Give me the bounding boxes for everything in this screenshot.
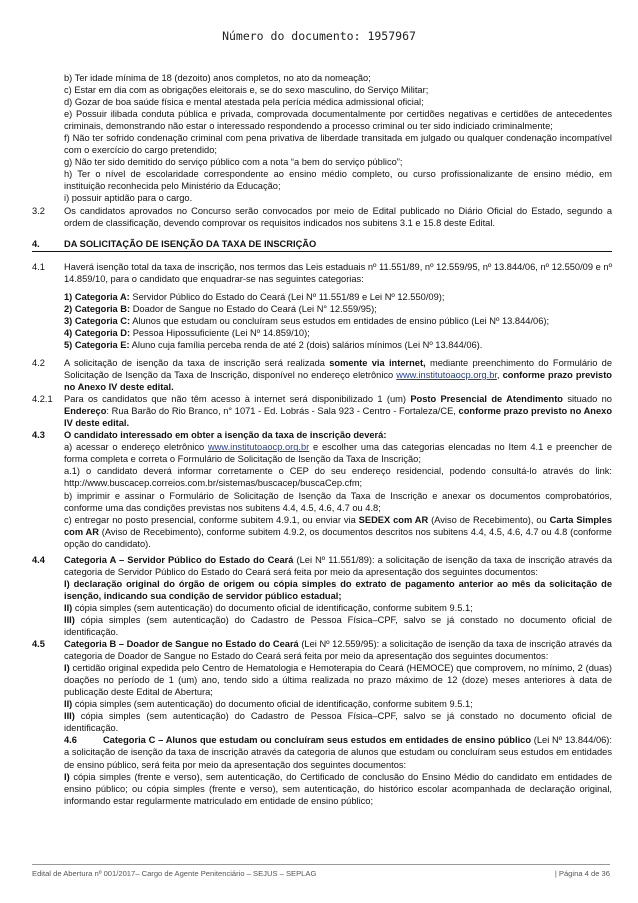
- clause-text: I) declaração original do órgão de origem ou cópia simples do extrato de pagamento anterior ao mês da solicitação de isenção, indicando sua condição de servidor público estadual;: [64, 578, 612, 601]
- list-item: h) Ter o nível de escolaridade correspondente ao ensino médio completo, ou curso profissionalizante de ensino médio, em instituição reconhecida pelo Ministério da Educação;: [64, 169, 612, 192]
- clause-text: a.1) o candidato deverá informar corretamente o CEP do seu endereço residencial, podendo consultá-lo através do link: http://www.buscacep.correios.com.br/sistemas/buscacep/buscaCep.cfm;: [64, 466, 612, 489]
- clause-number: 3.2: [32, 205, 45, 216]
- section-number: 4.: [32, 238, 40, 249]
- clause-text: III) cópia simples (sem autenticação) do Cadastro de Pessoa Física–CPF, salvo se já constado no documento oficial de identificação.: [64, 711, 612, 734]
- section-title: DA SOLICITAÇÃO DE ISENÇÃO DA TAXA DE INSCRIÇÃO: [64, 238, 317, 249]
- clause-4-3: [32, 429, 612, 549]
- list-item: b) Ter idade mínima de 18 (dezoito) anos completos, no ato da nomeação;: [64, 73, 371, 83]
- clause-text: II) cópia simples (sem autenticação) do documento oficial de identificação, conforme subitem 9.5.1;: [64, 699, 473, 710]
- clause-4-4: [32, 554, 612, 638]
- clause-number: 4.2: [32, 357, 45, 368]
- list-item: c) Estar em dia com as obrigações eleitorais e, se do sexo masculino, do Serviço Militar;: [64, 85, 429, 96]
- requirements-list: [32, 72, 612, 205]
- clause-text: I) certidão original expedida pelo Centro de Hematologia e Hemoterapia do Ceará (HEMOCE) que comprovem, no mínimo, 2 (duas) doações no período de 1 (um) ano, tendo sido a última realizada no prazo máximo de 12 (doze) meses anteriores à data de publicação deste Edital de Abertura;: [64, 663, 612, 698]
- list-item: d) Gozar de boa saúde física e mental atestada pela perícia médica admissional oficial;: [64, 97, 424, 108]
- document-number: Número do documento: 1957967: [222, 29, 416, 43]
- section-4-heading: [32, 238, 612, 252]
- clause-text: Categoria A – Servidor Público do Estado do Ceará (Lei Nº 11.551/89): a solicitação de isenção da taxa de inscrição através da categoria de Servidor Público do Estado do Ceará será feita por meio da apresentação dos seguintes documentos:: [64, 554, 612, 577]
- category-item: 3) Categoria C: Alunos que estudam ou concluíram seus estudos em entidades de ensino público (Lei Nº 13.844/06);: [64, 315, 550, 326]
- clause-text: Categoria B – Doador de Sangue no Estado do Ceará (Lei Nº 12.559/95): a solicitação de isenção da taxa de inscrição através da categoria de Doador de Sangue no Estado do Ceará será feita por meio da apresentação dos seguintes documentos:: [64, 639, 612, 662]
- category-item: 4) Categoria D: Pessoa Hipossuficiente (Lei Nº 14.859/10);: [64, 327, 310, 338]
- list-item: i) possuir aptidão para o cargo.: [64, 193, 193, 204]
- clause-text: Os candidatos aprovados no Concurso serão convocados por meio de Edital publicado no Diário Oficial do Estado, segundo a ordem de classificação, devendo comprovar os requisitos indicados nos subitens 3.1 e 15.8 deste Edital.: [64, 205, 612, 228]
- clause-number: 4.6: [64, 735, 77, 746]
- clause-4-5: [32, 638, 612, 807]
- clause-text: III) cópia simples (sem autenticação) do Cadastro de Pessoa Física–CPF, salvo se já constado no documento oficial de identificação.: [64, 614, 612, 638]
- list-item: g) Não ter sido demitido do serviço público com a nota “a bem do serviço público”;: [64, 157, 403, 168]
- clause-text: c) entregar no posto presencial, conforme subitem 4.9.1, ou enviar via SEDEX com AR (Aviso de Recebimento), ou Carta Simples com AR (Aviso de Recebimento), conforme subitem 4.9.2, os documentos descritos nos subitens 4.4, 4.5, 4.6, 4.7 ou 4.8 (conforme opção do candidato).: [64, 514, 612, 549]
- clause-text: b) imprimir e assinar o Formulário de Solicitação de Isenção da Taxa de Inscrição e anexar os documentos comprobatórios, conforme uma das condições previstas nos subitens 4.4, 4.5, 4.6, 4.7 ou 4.8;: [64, 490, 612, 513]
- clause-number: 4.1: [32, 261, 45, 272]
- clause-number: 4.2.1: [32, 394, 53, 405]
- clause-4-1: [32, 261, 612, 351]
- document-body: [32, 72, 612, 807]
- clause-number: 4.3: [32, 430, 45, 441]
- footer-edital: Edital de Abertura nº 001/2017– Cargo de Agente Penitenciário – SEJUS – SEPLAG: [32, 869, 317, 878]
- clause-3-2: [32, 205, 612, 229]
- clause-4-6-text: 4.6 Categoria C – Alunos que estudam ou concluíram seus estudos em entidades de ensino público (Lei Nº 13.844/06): a solicitação de isenção da taxa de inscrição através da categoria de alunos que estudam ou concluíram seus estudos em entidades de ensino público, será feita por meio da apresentação dos seguintes documentos:: [64, 735, 612, 770]
- footer-divider: [32, 864, 610, 865]
- clause-4-2: [32, 357, 612, 393]
- institute-link[interactable]: www.institutoaocp.org.br: [396, 370, 498, 381]
- footer-page-number: | Página 4 de 36: [554, 869, 610, 878]
- list-item: e) Possuir ilibada conduta pública e privada, comprovada documentalmente por certidões negativas e certidões de antecedentes criminais, demonstrando não estar o interessado respondendo a processo criminal ou ter sido indiciado criminalmente;: [64, 109, 612, 132]
- clause-text: I) cópia simples (frente e verso), sem autenticação, do Certificado de conclusão do Ensino Médio do candidato em entidades de ensino público; ou cópia simples (frente e verso), sem autenticação, do histórico escolar acompanhada de declaração original, informando estar regularmente matriculado em entidade de ensino público;: [64, 771, 612, 806]
- clause-text: a) acessar o endereço eletrônico www.institutoaocp.org.br e escolher uma das categorias elencadas no Item 4.1 e preencher de forma completa e correta o Formulário de Solicitação de Isenção da Taxa de Inscrição;: [64, 442, 612, 465]
- clause-4-2-1: [32, 393, 612, 429]
- clause-text: Para os candidatos que não têm acesso à internet será disponibilizado 1 (um) Posto Presencial de Atendimento situado no Endereço: Rua Barão do Rio Branco, n° 1071 - Ed. Lobrás - Sala 923 - Centro - Fortaleza/CE, conforme prazo previsto no Anexo IV deste edital.: [64, 394, 613, 429]
- clause-text: II) cópia simples (sem autenticação) do documento oficial de identificação, conforme subitem 9.5.1;: [64, 602, 473, 613]
- clause-title: O candidato interessado em obter a isenção da taxa de inscrição deverá:: [64, 430, 387, 441]
- clause-text: Haverá isenção total da taxa de inscrição, nos termos das Leis estaduais nº 11.551/89, nº 12.559/95, nº 13.844/06, nº 12.550/09 e nº 14.859/10, para o candidato que enquadrar-se nas seguintes categorias:: [64, 261, 612, 284]
- category-item: 1) Categoria A: Servidor Público do Estado do Ceará (Lei Nº 11.551/89 e Lei Nº 12.550/09);: [64, 291, 445, 302]
- institute-link[interactable]: www.institutoaocp.org.br: [207, 442, 310, 453]
- list-item: f) Não ter sofrido condenação criminal com pena privativa de liberdade transitada em julgado ou qualquer condenação incompatível com o exercício do cargo pretendido;: [64, 133, 612, 156]
- category-item: 2) Categoria B: Doador de Sangue no Estado do Ceará (Lei N° 12.559/95);: [64, 303, 377, 314]
- clause-text: A solicitação de isenção da taxa de inscrição será realizada somente via internet, mediante preenchimento do Formulário de Solicitação de Isenção da Taxa de Inscrição, disponível no endereço eletrônico www.institutoaocp.org.br, conforme prazo previsto no Anexo IV deste edital.: [64, 357, 613, 393]
- clause-number: 4.5: [32, 639, 45, 650]
- page-footer: [32, 869, 610, 878]
- clause-number: 4.4: [32, 554, 45, 565]
- category-item: 5) Categoria E: Aluno cuja família perceba renda de até 2 (dois) salários mínimos (Lei Nº 13.844/06).: [64, 339, 483, 350]
